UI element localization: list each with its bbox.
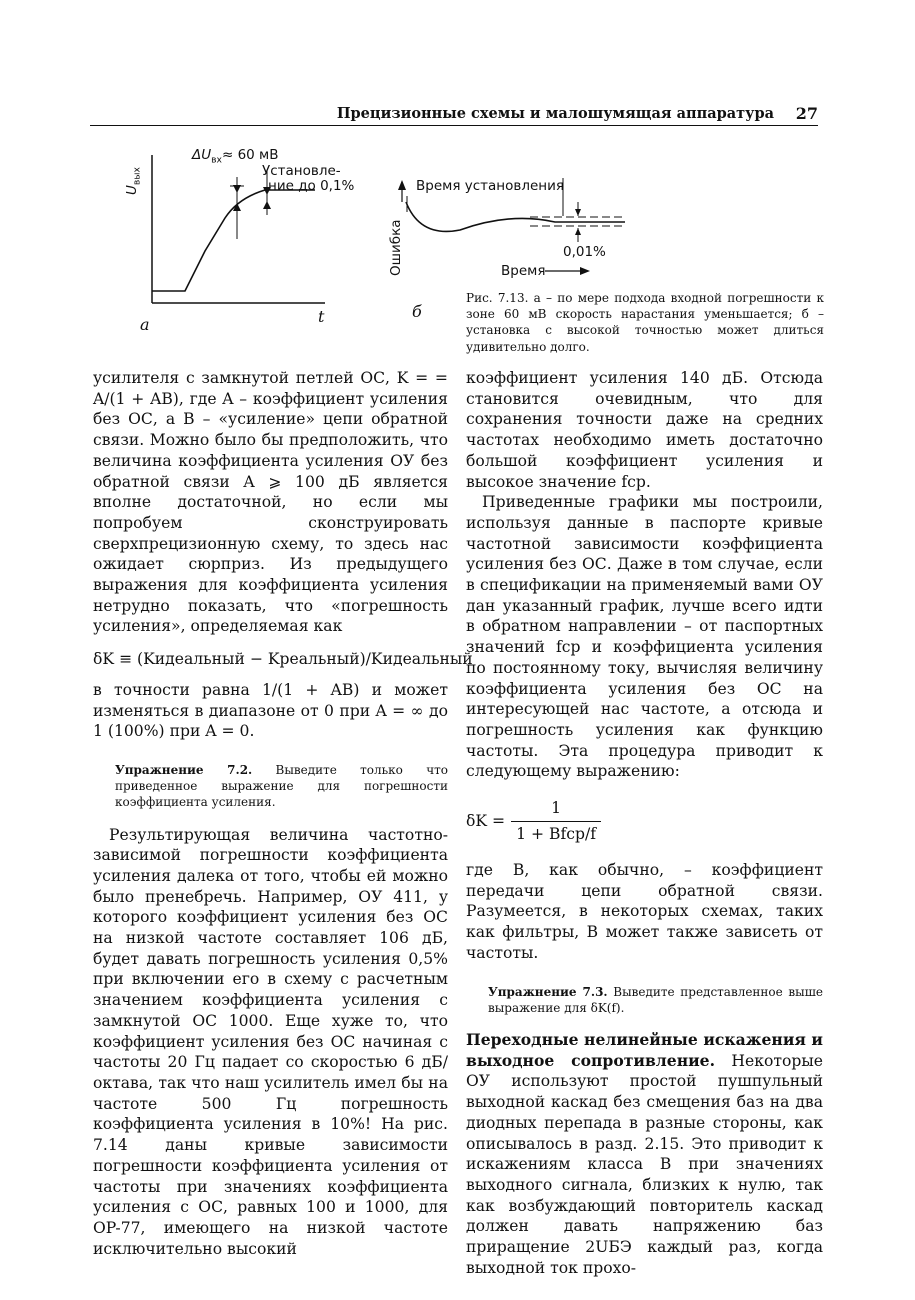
panel-label-b: б [412,302,422,321]
tolerance-label: 0,01% [563,244,606,260]
settling-label-2: ние до 0,1% [268,178,355,194]
exercise-7-3 [488,984,823,1016]
x-axis-label: t [318,307,325,326]
paragraph: в точности равна 1/(1 + AB) и может изменяться в диапазоне от 0 при A = ∞ до 1 (100%) при A = 0. [93,680,448,741]
exercise-text: Выведите представленное выше выражение для δK(f). [488,984,823,1015]
arrow-up-icon [575,228,581,235]
output-curve [152,190,315,291]
left-column [93,368,473,1259]
arrow-down-icon [233,185,241,193]
running-head-title: Прецизионные схемы и малошумящая аппаратура [336,105,774,122]
y-axis-label: $U_{вых}$ [124,167,143,195]
right-column [466,368,823,1278]
section-heading: Переходные нелинейные искажения и выходное сопротивление. [466,1029,823,1070]
paragraph: усилителя с замкнутой петлей ОС, K = = A/(1 + AB), где A – коэффициент усиления без ОС, а B – «усиление» цепи обратной связи. Можно было бы предположить, что величина коэффициента усиления ОУ без обратной связи A ⩾ 100 дБ является вполне достаточной, но если мы попробуем сконструировать сверхпрецизионную схему, то здесь нас ожидает сюрприз. Из предыдущего выражения для коэффициента усиления нетрудно показать, что «погрешность усиления», определяемая как [93,369,448,636]
figure-caption: Рис. 7.13. а – по мере подхода входной погрешности к зоне 60 мВ скорость нарастания уменьшается; б – установка с высокой точностью может длиться удивительно долго. [466,291,824,354]
delta-label: $\Delta U_{вх}\approx 60$ мВ [192,147,279,166]
settling-time-label: Время установления [416,178,564,194]
y-axis-label: Ошибка [388,219,404,276]
gain-error-fraction [466,796,823,846]
paragraph: Приведенные графики мы построили, используя данные в паспорте кривые частотной зависимости коэффициента усиления без ОС. Даже в том случае, если в спецификации на применяемый вами ОУ дан указанный график, лучше всего идти в обратном направлении – от паспортных значений fср и коэффициента усиления по постоянному току, вычисляя величину коэффициента усиления без ОС на интересующей нас частоте, а отсюда и погрешность усиления как функцию частоты. Эта процедура приводит к следующему выражению: [466,493,823,781]
formula-denominator: 1 + Bfср/f [516,824,596,843]
gain-error-formula: δK ≡ (Kидеальный − Kреальный)/Kидеальный [93,650,473,669]
settling-label-1: Установле- [262,163,341,179]
paragraph: коэффициент усиления 140 дБ. Отсюда становится очевидным, что для сохранения точности даже на средних частотах необходимо иметь достаточно большой коэффициент усиления и высокое значение fср. [466,369,823,491]
arrow-right-icon [580,267,590,275]
paragraph: Переходные нелинейные искажения и выходное сопротивление. Некоторые ОУ используют простой пушпульный выходной каскад без смещения баз на два диодных перепада в разные стороны, как описывалось в разд. 2.15. Это приводит к искажениям класса B при значениях выходного сигнала, близких к нулю, так как возбуждающий повторитель каскад должен давать напряжению баз приращение 2UБЭ каждый раз, когда выходной ток прохо- [466,1029,823,1277]
exercise-label: Упражнение 7.2. [115,762,253,777]
paragraph: где B, как обычно, – коэффициент передачи цепи обратной связи. Разумеется, в некоторых схемах, таких как фильтры, B может также зависеть от частоты. [466,861,823,962]
exercise-7-2 [115,762,448,811]
arrow-down-icon [575,209,581,216]
exercise-text: Выведите только что приведенное выражение для погрешности коэффициента усиления. [115,762,448,810]
exercise-label: Упражнение 7.3. [488,984,608,999]
paragraph: Результирующая величина частотно-зависимой погрешности коэффициента усиления далека от того, чтобы ей можно было пренебречь. Например, ОУ 411, у которого коэффициент усиления без ОС на низкой частоте составляет 106 дБ, будет давать погрешность усиления 0,5% при включении его в схему с расчетным значением коэффициента усиления с замкнутой ОС 1000. Еще хуже то, что коэффициент усиления без ОС начиная с частоты 20 Гц падает со скоростью 6 дБ/октава, так что наш усилитель имел бы на частоте 500 Гц погрешность коэффициента усиления в 10%! На рис. 7.14 даны кривые зависимости погрешности коэффициента усиления от частоты при значениях коэффициента усиления с ОС, равных 100 и 1000, для OP-77, имеющего на низкой частоте исключительно высокий [93,825,448,1258]
formula-lhs: δK = [466,811,506,830]
x-axis-label: Время [501,263,546,279]
arrow-up-icon [398,180,406,190]
running-head [90,103,818,126]
formula-numerator: 1 [511,798,601,822]
page-number: 27 [795,104,818,123]
figure-a [110,143,380,348]
arrow-up-icon [263,201,271,209]
panel-label-a: а [140,315,150,334]
